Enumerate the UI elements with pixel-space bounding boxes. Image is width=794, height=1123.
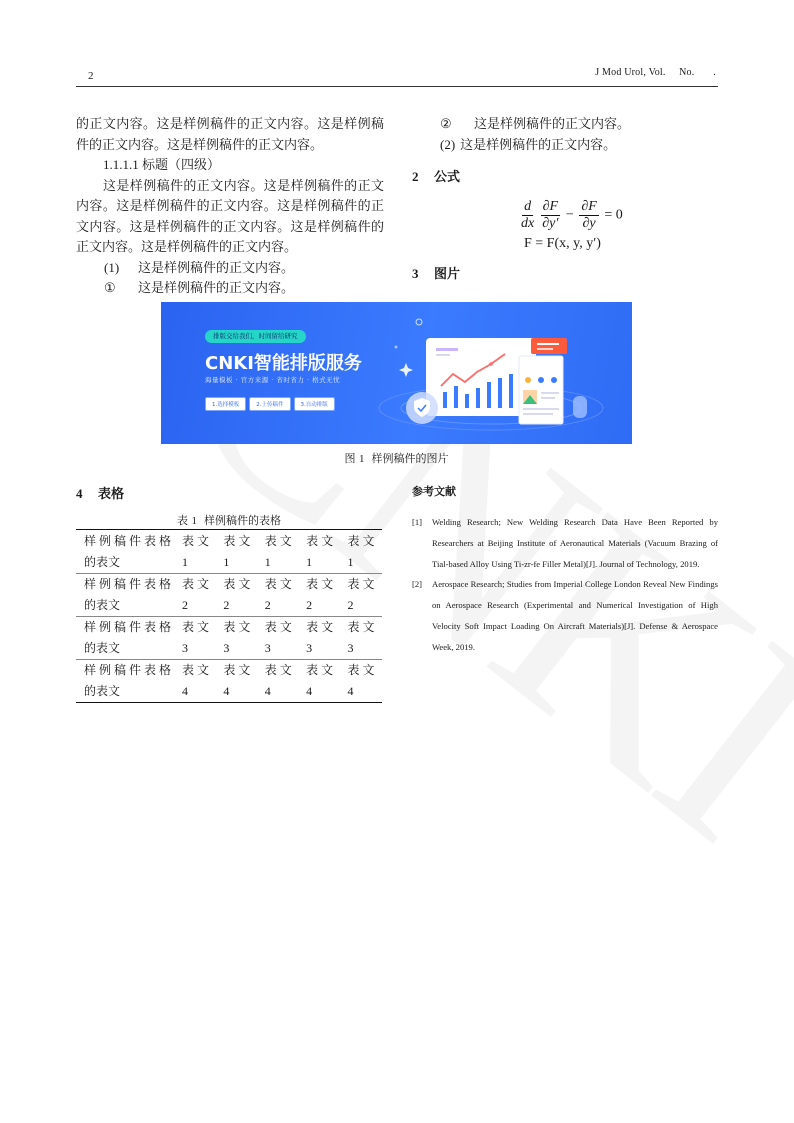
table-row: 样例稿件表格 表文 表文 表文 表文 表文	[84, 534, 378, 548]
figure-caption: 图 1 样例稿件的图片	[344, 452, 449, 465]
reference-item: [1] Welding Research; New Welding Research Data Have Been Reported by Researchers at Beijing Institute of Aeronautical Materials (Vacuum Brazing of Tial-based Alloy Using Ti-zr-fe Filler Metal)[J]. Journal of Technology, 2019.	[412, 517, 718, 569]
banner-illustration	[161, 302, 632, 444]
body-paragraph: 这是样例稿件的正文内容。这是样例稿件的正文内容。这是样例稿件的正文内容。这是样例稿件的正文内容。这是样例稿件的正文内容。这是样例稿件的正文内容。这是样例稿件的正文内容。	[76, 177, 384, 254]
formula-2: F = F(x, y, y′)	[524, 235, 601, 251]
data-table	[76, 529, 382, 703]
header-rule	[76, 86, 718, 87]
page-number: 2	[88, 70, 94, 82]
right-column	[412, 114, 718, 286]
banner-subtitle: 海量模板 · 官方来源 · 省时省力 · 格式无忧	[205, 376, 341, 384]
table-row: 的表文 3 3 3 3 3	[84, 641, 357, 655]
heading-level4: 1.1.1.1 标题（四级）	[103, 157, 221, 172]
section-heading-table: 4 表格	[76, 486, 125, 502]
references-heading: 参考文献	[412, 485, 456, 498]
journal-header: J Mod Urol, Vol. No. .	[595, 67, 716, 78]
banner-title: CNKI智能排版服务	[205, 353, 362, 374]
list-item: (1) 这是样例稿件的正文内容。	[104, 259, 295, 275]
references-list	[412, 512, 718, 658]
banner-step: 3.自动排版	[294, 397, 335, 411]
table-row: 的表文 2 2 2 2 2	[84, 598, 357, 612]
section-heading-figure: 3 图片	[412, 266, 461, 282]
figure-banner-image	[161, 302, 632, 444]
banner-step: 1.选择模板	[205, 397, 246, 411]
formula-1: $\frac{d}{dx}$ $\frac{\partial F}{\partial y'}$ − $\frac{\partial F}{\partial y}$ = 0	[521, 198, 623, 231]
table-row: 的表文 1 1 1 1 1	[84, 555, 357, 569]
banner-pill: 排版交给我们，时间留给研究	[205, 330, 306, 343]
table-row: 样例稿件表格 表文 表文 表文 表文 表文	[76, 574, 382, 596]
list-item: ② 这是样例稿件的正文内容。	[440, 116, 631, 131]
section-heading-formula: 2 公式	[412, 169, 461, 185]
list-item: ① 这是样例稿件的正文内容。	[104, 280, 295, 295]
reference-item: [2] Aerospace Research; Studies from Imperial College London Reveal New Findings on Aerospace Research (Experimental and Numerical Investigation of High Velocity Soft Impact Loading On Aircraft Materials)[J]. Defense & Aerospace Week, 2019.	[412, 579, 718, 652]
banner-step: 2.上传稿件	[249, 397, 290, 411]
table-row: 样例稿件表格 表文 表文 表文 表文 表文	[76, 617, 382, 639]
list-item: (2) 这是样例稿件的正文内容。	[440, 136, 617, 152]
table-caption: 表 1 样例稿件的表格	[177, 514, 281, 527]
body-paragraph: 的正文内容。这是样例稿件的正文内容。这是样例稿件的正文内容。这是样例稿件的正文内容。	[76, 116, 384, 152]
table-row: 样例稿件表格 表文 表文 表文 表文 表文	[76, 660, 382, 682]
table-row: 的表文 4 4 4 4 4	[84, 684, 357, 698]
left-column	[76, 114, 384, 299]
